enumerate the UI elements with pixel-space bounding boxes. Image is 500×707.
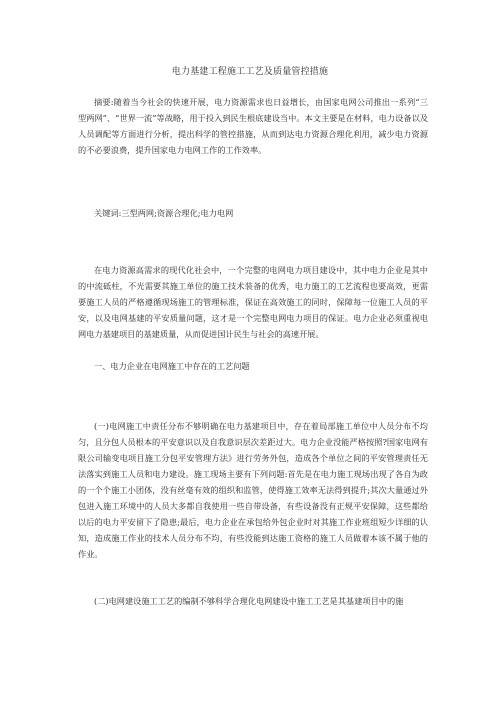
section-heading-1: 一、电力企业在电网施工中存在的工艺问题 — [94, 361, 250, 371]
section-1-paragraph: (一)电网施工中责任分布不够明确在电力基建项目中，存在着局部施工单位中人员分布不均匀，且分包人员根本的平安意识以及自我意识层次差距过大。电力企业没能严格按照?国家电网有限公司输变电项目施工分包平安管理方法》进行劳务外包，造成各个单位之间的平安管理责任无法落实到施工人员和电力建设。施工现场主要有下列问题:首先是在电力施工现场出现了各自为政的一个个施工小团体，没有丝毫有效的组织和监管，使得施工效率无法得到提升;其次大量通过外包进入施工环境中的人员大多都自我使用一些自带设备，有些设备没有正规平安保障，这些都给以后的电力平安留下了隐患;最后，电力企业在承包给外包企业时对其施工作业班组短少详细的认知，造成施工作业的技术人员分布不均，有些没能到达施工资格的施工人员做着本该不属于他的作业。 — [78, 421, 428, 559]
keywords-paragraph: 关键词:三型两网;资源合理化;电力电网 — [94, 208, 234, 218]
document-title: 电力基建工程施工工艺及质量管控措施 — [171, 67, 329, 77]
section-2-paragraph: (二)电网建设施工工艺的编制不够科学合理化电网建设中施工工艺是其基建项目中的施 — [94, 596, 404, 606]
abstract-paragraph: 摘要:随着当今社会的快速开展，电力资源需求也日益增长，由国家电网公司推出一系列“三型两网”、“世界一流”等战略，用于投入到民生根底建设当中。本文主要是在材料，电力设备以及人员调配等方面进行分析，提出科学的管控措施，从而到达电力资源合理化利用，减少电力资源的不必要浪费，提升国家电力电网工作的工作效率。 — [78, 97, 428, 155]
intro-paragraph: 在电力资源高需求的现代化社会中，一个完整的电网电力项目建设中，其中电力企业是其中的中流砥柱，不光需要其施工单位的施工技术装备的优秀，电力施工的工艺流程也要高效，更需要施工人员的严格遵循现场施工的管理标准，保证在高效施工的同时，保障每一位施工人员的平安，以及电网基建的平安质量问题，这才是一个完整电网电力项目的保证。电力企业必须重视电网电力基建项目的基建质量，从而促进国计民生与社会的高速开展。 — [78, 265, 428, 339]
